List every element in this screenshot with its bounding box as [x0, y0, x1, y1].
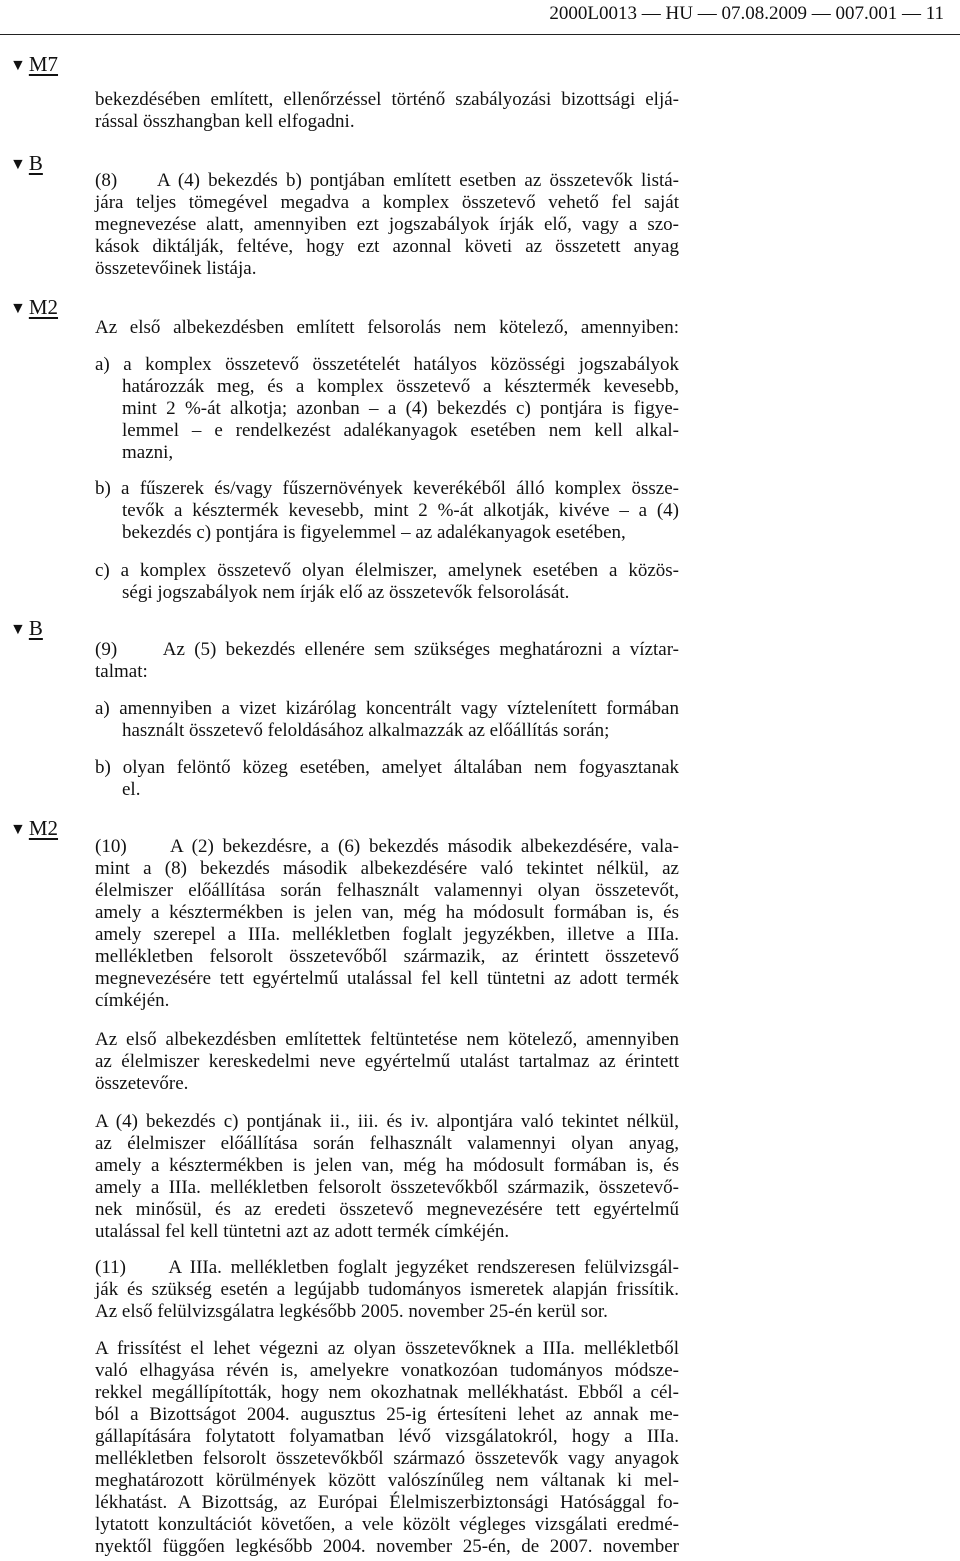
paragraph-11: (11) A IIIa. mellékletben foglalt jegyzéket rendszeresen felülvizsgál- ják és szükség esetén a legújabb tudományos ismeretek alapján frissítik. Az első felülvizsgálatra legkésőbb 2005. november 25-én kerül sor.	[95, 1257, 679, 1322]
list-item-c: c) a komplex összetevő olyan élelmiszer, amelynek esetében a közös- ségi jogszabályok nem írják elő az összetevők felsorolását.	[95, 560, 679, 603]
amendment-marker-m2: ▼ M2	[10, 816, 59, 840]
list-item-a: a) a komplex összetevő összetételét hatályos közösségi jogszabályok határozzák meg, és a komplex összetevő a késztermék kevesebb, mint 2 %-át alkotja; azonban – a (4) bekezdés c) pontjára is figye- lemmel – e rendelkezést adalékanyagok esetében nem kell alkal- mazni,	[95, 354, 679, 463]
list-item-a: a) amennyiben a vizet kizárólag koncentrált vagy víztelenített formában használt összetevő feloldásához alkalmazzák az előállítás során;	[95, 698, 679, 741]
paragraph-10-sub: Az első albekezdésben említettek feltüntetése nem kötelező, amennyiben az élelmiszer kereskedelmi neve egyértelmű utalást tartalmaz az érintett összetevőre.	[95, 1029, 679, 1094]
paragraph-continuation: bekezdésében említett, ellenőrzéssel történő szabályozási bizottsági eljá- rással összhangban kell elfogadni.	[95, 89, 679, 132]
triangle-down-icon: ▼	[10, 300, 26, 317]
paragraph-9: (9) Az (5) bekezdés ellenére sem szükséges meghatározni a víztar- talmat:	[95, 639, 679, 682]
triangle-down-icon: ▼	[10, 156, 26, 173]
paragraph-8: (8) A (4) bekezdés b) pontjában említett esetben az összetevők listá- jára teljes tömegével megadva a komplex összetevő vehető fel saját megnevezése alatt, amennyiben ezt jogszabályok írják elő, vagy a szo- kások diktálják, feltéve, hogy ezt azonnal követi az összetett anyag összetevőinek listája.	[95, 170, 679, 279]
paragraph-10: (10) A (2) bekezdésre, a (6) bekezdés második albekezdésére, vala- mint a (8) bekezdés második albekezdésére való tekintet nélkül, az élelmiszer előállítása során felhasznált valamennyi olyan összetevőt, amely a késztermékben is jelen van, még ha módosult formában is, és amely szerepel a IIIa. mellékletben foglalt jegyzékben, illetve a IIIa. mellékletben felsorolt összetevőből származik, az érintett összetevő megnevezésére tett egyértelmű utalással fel kell tüntetni az adott termék címkéjén.	[95, 836, 679, 1011]
triangle-down-icon: ▼	[10, 621, 26, 638]
paragraph-10-sub: A (4) bekezdés c) pontjának ii., iii. és iv. alpontjára való tekintet nélkül, az élelmiszer előállítása során felhasznált valamennyi olyan anyag, amely a késztermékben is jelen van, még ha módosult formában is, és amely a IIIa. mellékletben felsorolt összetevőkből származik, összetevő- nek minősül, és az eredeti összetevő megnevezésére tett egyértelmű utalással fel kell tüntetni azt az adott termék címkéjén.	[95, 1111, 679, 1242]
paragraph-11-sub: A frissítést el lehet végezni az olyan összetevőknek a IIIa. mellékletből való elhagyása révén is, amelyekre vonatkozóan tudományos módsze- rekkel megállípították, hogy nem okozhatnak mellékhatást. Ebből a cél- ból a Bizottságot 2004. augusztus 25-ig értesíteni lehet az annak me- gállapítására folytatott folyamatban lévő vizsgálatokról, hogy a IIIa. mellékletben felsorolt összetevőkből származó összetevők vagy anyagok meghatározott körülmények között valószínűleg nem váltanak ki mel- lékhatást. A Bizottság, az Európai Élelmiszerbiztonsági Hatósággal fo- lytatott konzultációt követően, a vele közölt végleges vizsgálati eredmé- nyektől függően legkésőbb 2004. november 25-én, de 2007. november	[95, 1338, 679, 1557]
amendment-marker-b: ▼ B	[10, 151, 43, 175]
running-head: 2000L0013 — HU — 07.08.2009 — 007.001 — 11	[549, 3, 944, 24]
triangle-down-icon: ▼	[10, 57, 26, 74]
list-item-b: b) a fűszerek és/vagy fűszernövények keverékéből álló komplex össze- tevők a késztermék kevesebb, mint 2 %-át alkotják, kivéve – a (4) bekezdés c) pontjára is figyelemmel – az adalékanyagok esetében,	[95, 478, 679, 543]
list-item-b: b) olyan felöntő közeg esetében, amelyet általában nem fogyasztanak el.	[95, 757, 679, 800]
header-rule	[0, 34, 960, 35]
amendment-marker-m2: ▼ M2	[10, 295, 59, 319]
triangle-down-icon: ▼	[10, 821, 26, 838]
amendment-marker-m7: ▼ M7	[10, 52, 59, 76]
amendment-marker-b: ▼ B	[10, 616, 43, 640]
paragraph-8-sub: Az első albekezdésben említett felsorolás nem kötelező, amennyiben:	[95, 317, 679, 338]
